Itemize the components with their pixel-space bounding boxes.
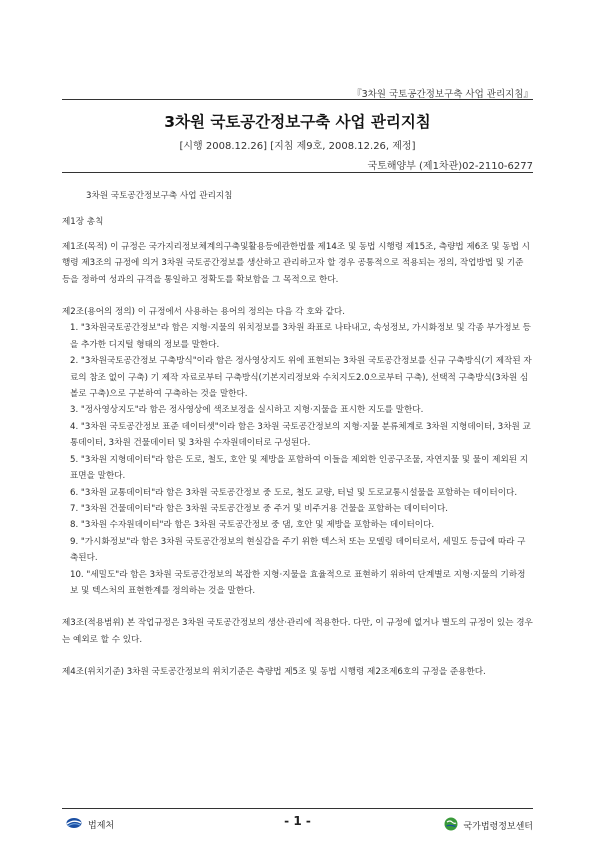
definition-item: 4. "3차원 국토공간정보 표준 데이터셋"이라 함은 3차원 국토공간정보의 지형·지물 분류체계로 3차원 지형데이터, 3차원 교통데이터, 3차원 건물데이터 및 3차원 수자원데이터로 구성된다. <box>70 421 531 449</box>
definition-item: 1. "3차원국토공간정보"라 함은 지형·지물의 위치정보를 3차원 좌표로 나타내고, 속성정보, 가시화정보 및 각종 부가정보 등을 추가한 디지털 형태의 정보를 말한다. <box>70 323 531 350</box>
article-4: 제4조(위치기준) 3차원 국토공간정보의 위치기준은 측량법 제5조 및 동법 시행령 제2조제6호의 규정을 준용한다. <box>62 667 486 678</box>
running-header: 『3차원 국토공간정보구축 사업 관리지침』 <box>352 89 533 100</box>
footer-right-label: 국가법령정보센터 <box>463 822 533 832</box>
definition-item: 8. "3차원 수자원데이터"라 함은 3차원 국토공간정보 중 댐, 호안 및 제방을 포함하는 데이터이다. <box>70 520 435 531</box>
header-divider <box>62 99 533 100</box>
definition-item: 7. "3차원 건물데이터"라 함은 3차원 국토공간정보 중 주거 및 비주거용 건물을 포함하는 데이터이다. <box>70 503 449 514</box>
article-3: 제3조(적용범위) 본 작업규정은 3차원 국토공간정보의 생산·관리에 적용한다. 다만, 이 규정에 없거나 별도의 규정이 있는 경우는 예외로 할 수 있다. <box>62 618 533 645</box>
footer-left-label: 법제처 <box>88 821 115 831</box>
definition-item: 10. "세밀도"라 함은 3차원 국토공간정보의 복잡한 지형·지물을 효율적으로 표현하기 위하여 단계별로 지형·지물의 기하정보 및 텍스처의 표현한계를 정의하는 것을 말한다. <box>70 569 526 596</box>
definition-item: 6. "3차원 교통데이터"라 함은 3차원 국토공간정보 중 도로, 철도 교량, 터널 및 도로교통시설물을 포함하는 데이터이다. <box>70 487 518 498</box>
ministry-contact: 국토해양부 (제1차관)02-2110-6277 <box>367 161 533 172</box>
footer-law-center <box>444 817 533 834</box>
definition-item: 3. "정사영상지도"라 함은 정사영상에 색조보정을 실시하고 지형·지물을 표시한 지도를 말한다. <box>70 405 424 416</box>
definition-item: 5. "3차원 지형데이터"라 함은 도로, 철도, 호안 및 제방을 포함하여 이들을 제외한 인공구조물, 자연지물 및 물이 제외된 지표면을 말한다. <box>70 454 529 482</box>
chapter-heading: 제1장 총칙 <box>62 217 104 228</box>
article-1: 제1조(목적) 이 규정은 국가지리정보체계의구축및활용등에관한법률 제14조 및 동법 시행령 제15조, 측량법 제6조 및 동법 시행령 제3조의 규정에 의거 3차원 국토공간정보를 생산하고 관리하고자 할 경우 공통적으로 적용되는 정의, 작업방법 및 기준 등을 정하여 성과의 규격을 통일하고 정확도를 확보함을 그 목적으로 한다. <box>62 241 530 285</box>
page-title: 3차원 국토공간정보구축 사업 관리지침 <box>164 113 431 131</box>
body-divider <box>62 172 533 173</box>
document-title: 3차원 국토공간정보구축 사업 관리지침 <box>86 191 233 201</box>
enactment-info: [시행 2008.12.26] [지침 제9호, 2008.12.26, 제정] <box>179 141 416 152</box>
document-body <box>62 188 533 681</box>
article-2-intro: 제2조(용어의 정의) 이 규정에서 사용하는 용어의 정의는 다음 각 호와 같다. <box>62 307 345 318</box>
definition-item: 2. "3차원국토공간정보 구축방식"이라 함은 정사영상지도 위에 표현되는 3차원 국토공간정보를 신규 구축방식(기 제작된 자료의 참조 없이 구축) 기 제작 자료로부터 구축방식(기본지리정보와 수치지도2.0으로부터 구축), 선택적 구축방식(3차원 심볼로 구축)으로 구분하여 구축하는 것을 말한다. <box>70 356 532 400</box>
footer-divider <box>62 808 533 809</box>
page-number: - 1 - <box>284 814 311 828</box>
globe-icon <box>444 817 458 834</box>
definition-item: 9. "가시화정보"라 함은 3차원 국토공간정보의 현실감을 주기 위한 텍스처 또는 모델링 데이터로서, 세밀도 등급에 따라 구축된다. <box>70 536 526 564</box>
